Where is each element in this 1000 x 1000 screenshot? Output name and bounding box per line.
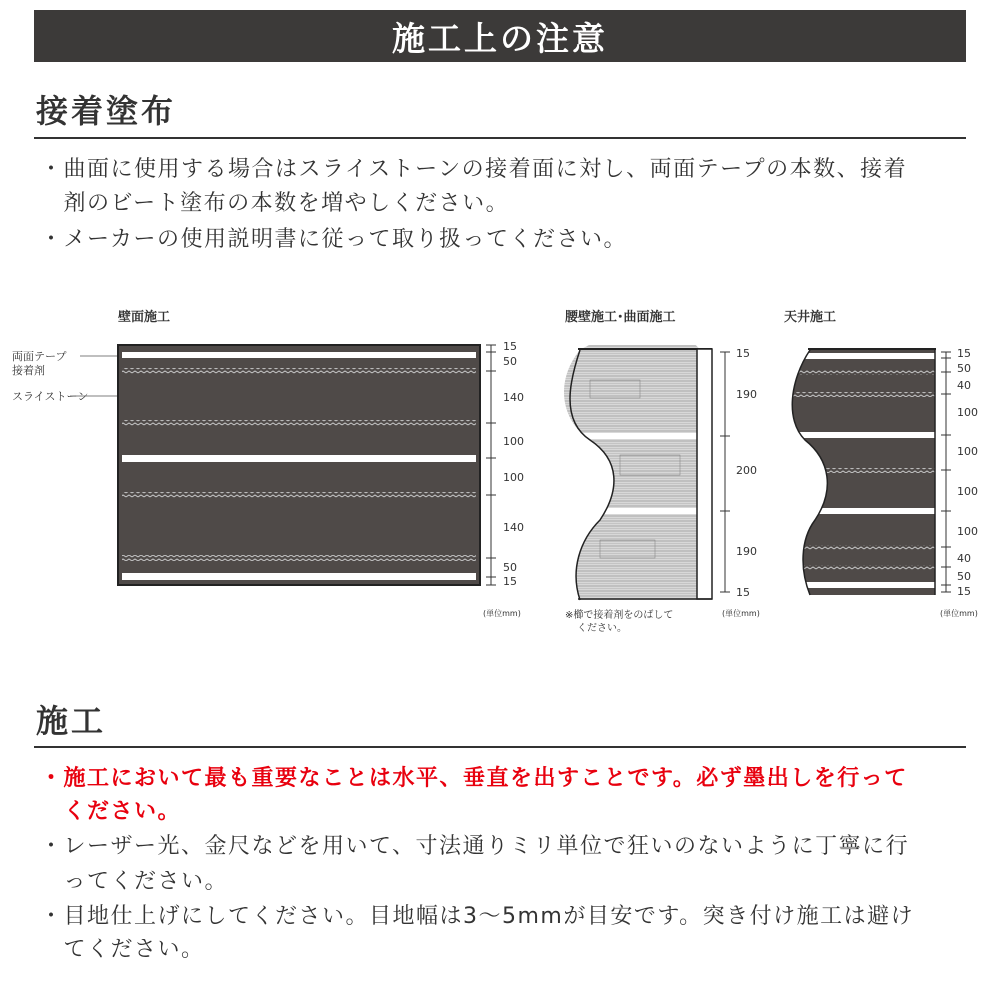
curve-diagram-title: 腰壁施工･曲面施工: [565, 310, 676, 325]
wall-panel: [118, 345, 480, 585]
installation-note-line: てください。: [40, 937, 205, 962]
ceiling-dim: 15: [957, 585, 971, 598]
section-heading-installation: 施工: [36, 702, 107, 740]
installation-note-line: ってください。: [40, 869, 229, 894]
wall-dim: 50: [503, 355, 517, 368]
ceiling-diagram-title: 天井施工: [784, 310, 837, 325]
wall-dim: 100: [503, 435, 524, 448]
page-title: 施工上の注意: [392, 18, 608, 58]
installation-important-line: ・施工において最も重要なことは水平、垂直を出すことです。必ず墨出しを行って: [40, 766, 908, 791]
curve-note-line: ※櫛で接着剤をのばして: [565, 610, 674, 621]
curve-dim: 190: [736, 545, 757, 558]
adhesive-note-line: 剤のビート塗布の本数を増やしください。: [40, 191, 510, 216]
installation-important-line: ください。: [40, 799, 182, 824]
ceiling-dim: 15: [957, 347, 971, 360]
ceiling-dim: 50: [957, 570, 971, 583]
curve-note-line: ください。: [577, 623, 627, 634]
adhesive-note-line: ・メーカーの使用説明書に従って取り扱ってください。: [40, 227, 628, 252]
ceiling-dimension-scale: [941, 352, 951, 592]
ceiling-unit-label: (単位mm): [940, 609, 978, 618]
wall-unit-label: (単位mm): [483, 609, 521, 618]
ceiling-dim: 40: [957, 552, 971, 565]
section-divider: [34, 746, 966, 748]
section-divider: [34, 137, 966, 139]
wall-dim: 15: [503, 575, 517, 588]
ceiling-dim: 100: [957, 485, 978, 498]
adhesive-note-line: ・曲面に使用する場合はスライストーンの接着面に対し、両面テープの本数、接着: [40, 157, 908, 182]
curve-unit-label: (単位mm): [722, 609, 760, 618]
wall-dim: 100: [503, 471, 524, 484]
installation-note-line: ・レーザー光、金尺などを用いて、寸法通りミリ単位で狂いのないように丁寧に行: [40, 834, 910, 859]
wall-dim: 140: [503, 391, 524, 404]
title-banner: [34, 10, 966, 62]
ceiling-dim: 100: [957, 445, 978, 458]
wall-dim: 50: [503, 561, 517, 574]
label-slice-stone: スライストーン: [12, 390, 89, 403]
wall-dimension-scale: [486, 345, 496, 585]
curve-panel: [550, 345, 710, 605]
installation-diagrams: [0, 290, 1000, 650]
wall-diagram-title: 壁面施工: [118, 310, 171, 325]
curve-dim: 15: [736, 347, 750, 360]
curve-dim: 200: [736, 464, 757, 477]
label-double-tape: 両面テープ: [12, 350, 67, 363]
label-adhesive: 接着剤: [12, 364, 45, 377]
curve-dim: 15: [736, 586, 750, 599]
ceiling-dim: 40: [957, 379, 971, 392]
ceiling-dim: 100: [957, 406, 978, 419]
ceiling-panel: [780, 348, 940, 598]
wall-dim: 15: [503, 340, 517, 353]
installation-note-line: ・目地仕上げにしてください。目地幅は3〜5mmが目安です。突き付け施工は避け: [40, 904, 915, 929]
ceiling-dim: 50: [957, 362, 971, 375]
section-heading-adhesive: 接着塗布: [36, 92, 177, 130]
curve-dim: 190: [736, 388, 757, 401]
wall-dim: 140: [503, 521, 524, 534]
ceiling-dim: 100: [957, 525, 978, 538]
curve-dimension-scale: [720, 352, 730, 592]
